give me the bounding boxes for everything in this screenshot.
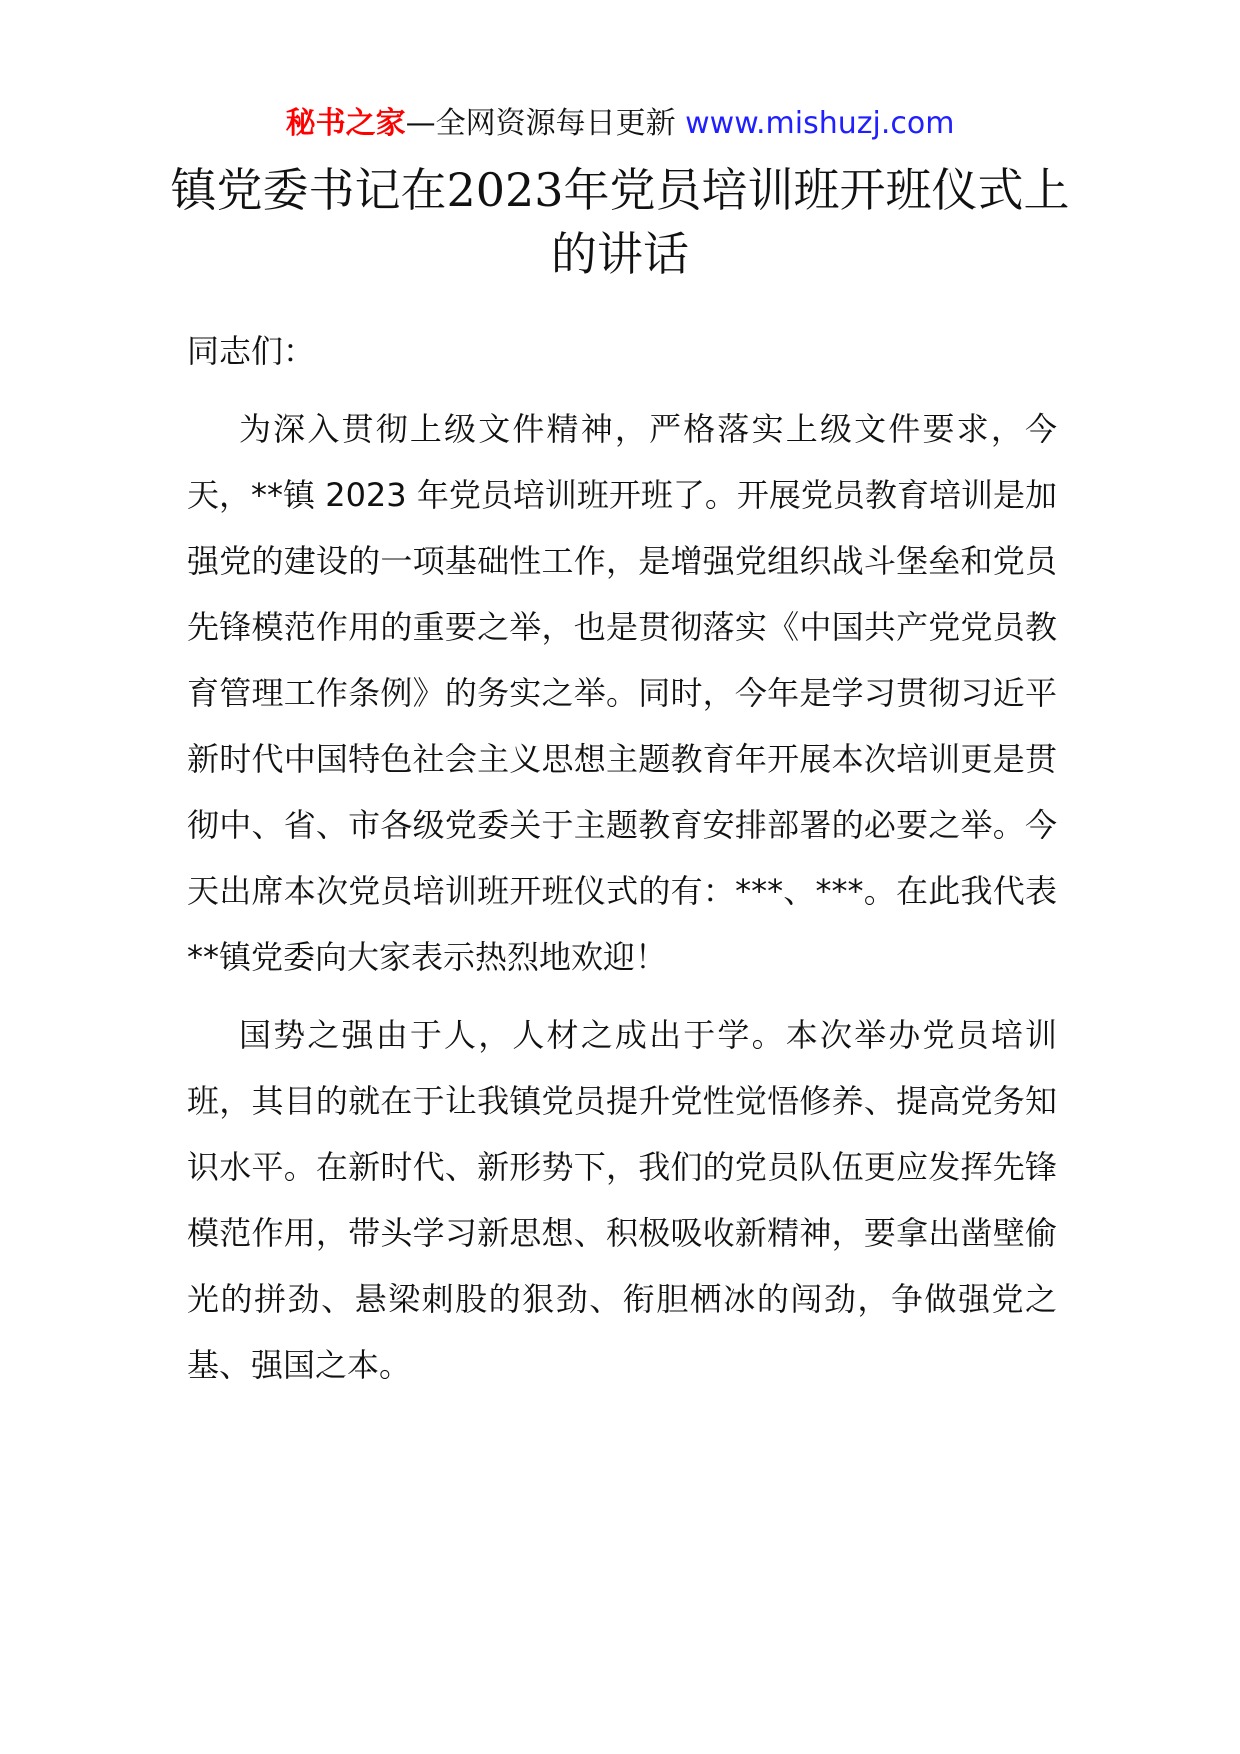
paragraph-1: 为深入贯彻上级文件精神，严格落实上级文件要求，今天，**镇 2023 年党员培训班开班了。开展党员教育培训是加强党的建设的一项基础性工作，是增强党组织战斗堡垒和党员先锋模范作用的重要之举，也是贯彻落实《中国共产党党员教育管理工作条例》的务实之举。同时，今年是学习贯彻习近平新时代中国特色社会主义思想主题教育年开展本次培训更是贯彻中、省、市各级党委关于主题教育安排部署的必要之举。今天出席本次党员培训班开班仪式的有：***、***。在此我代表**镇党委向大家表示热烈地欢迎！ xyxy=(187,410,1057,976)
title-text-start: 镇党委书记在 xyxy=(170,163,447,217)
paragraph-2: 国势之强由于人，人材之成出于学。本次举办党员培训班，其目的就在于让我镇党员提升党性觉悟修养、提高党务知识水平。在新时代、新形势下，我们的党员队伍更应发挥先锋模范作用，带头学习新思想、积极吸收新精神，要拿出凿壁偷光的拼劲、悬梁刺股的狠劲、衔胆栖冰的闯劲，争做强党之基、强国之本。 xyxy=(187,1016,1057,1384)
salutation: 同志们： xyxy=(187,332,316,370)
title-text-end: 年党员培训班开班仪式上的讲话 xyxy=(551,163,1070,281)
document-body xyxy=(187,318,1057,1410)
site-tagline: —全网资源每日更新 xyxy=(405,106,686,141)
brand-name: 秘书之家 xyxy=(285,106,406,141)
site-url-link[interactable]: www.mishuzj.com xyxy=(685,106,955,141)
document-title xyxy=(150,158,1090,286)
site-header xyxy=(0,100,1240,148)
title-year: 2023 xyxy=(446,163,564,217)
